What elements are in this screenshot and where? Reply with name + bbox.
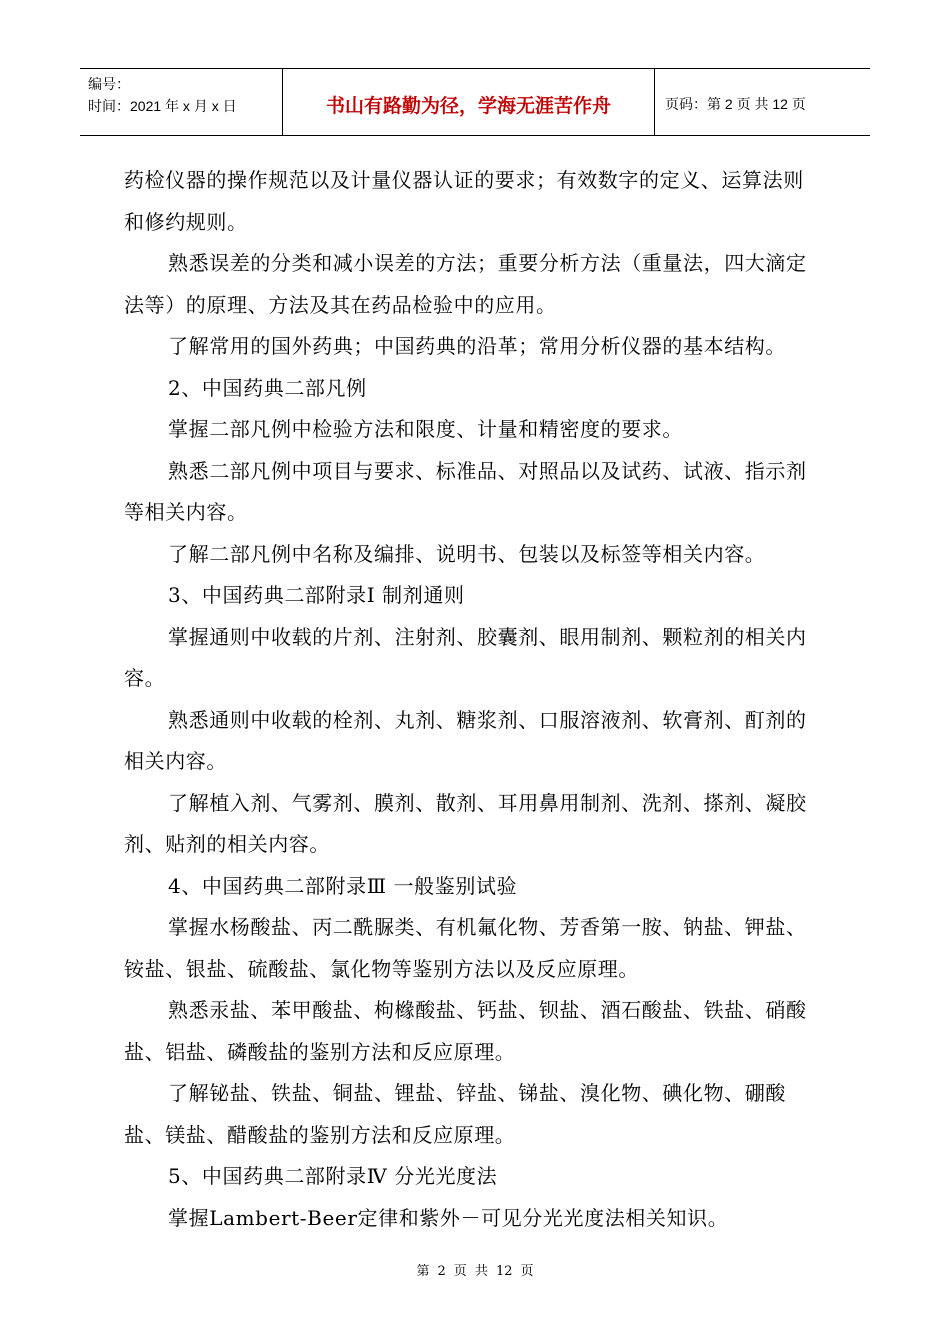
- body-paragraph: 掌握二部凡例中检验方法和限度、计量和精密度的要求。: [168, 417, 683, 441]
- body-paragraph: 药检仪器的操作规范以及计量仪器认证的要求；有效数字的定义、运算法则和修约规则。: [124, 168, 804, 234]
- section-heading: 4、中国药典二部附录Ⅲ 一般鉴别试验: [168, 873, 518, 898]
- body-paragraph: 掌握水杨酸盐、丙二酰脲类、有机氟化物、芳香第一胺、钠盐、钾盐、铵盐、银盐、硫酸盐、氯化物等鉴别方法以及反应原理。: [124, 915, 807, 981]
- document-time-label: 时间：2021 年 x 月 x 日: [88, 98, 237, 114]
- footer-prefix: 第: [416, 1264, 430, 1279]
- footer-mid: 页 共: [453, 1264, 488, 1279]
- footer-page-number: 2: [437, 1264, 446, 1279]
- document-body: [124, 160, 824, 1239]
- document-number-label: 编号：: [88, 76, 130, 92]
- body-paragraph: 熟悉通则中收载的栓剂、丸剂、糖浆剂、口服溶液剂、软膏剂、酊剂的相关内容。: [124, 707, 807, 773]
- footer-page-total: 12: [495, 1264, 513, 1279]
- section-heading: 2、中国药典二部凡例: [168, 375, 367, 400]
- body-paragraph: 熟悉误差的分类和减小误差的方法；重要分析方法（重量法，四大滴定法等）的原理、方法及其在药品检验中的应用。: [124, 251, 807, 317]
- body-paragraph: 熟悉二部凡例中项目与要求、标准品、对照品以及试药、试液、指示剂等相关内容。: [124, 458, 807, 524]
- section-heading: 5、中国药典二部附录Ⅳ 分光光度法: [168, 1164, 498, 1188]
- body-paragraph: 了解常用的国外药典；中国药典的沿革；常用分析仪器的基本结构。: [168, 334, 786, 358]
- header-page-cell: [655, 69, 870, 135]
- body-paragraph: 了解二部凡例中名称及编排、说明书、包装以及标签等相关内容。: [168, 541, 766, 566]
- header-page-info: 页码：第 2 页 共 12 页: [665, 96, 806, 112]
- page-footer: [0, 1260, 950, 1279]
- header-motto: 书山有路勤为径，学海无涯苦作舟: [325, 94, 611, 117]
- footer-suffix: 页: [520, 1264, 534, 1279]
- header-meta-cell: [80, 69, 283, 135]
- body-paragraph: 掌握Lambert-Beer定律和紫外－可见分光光度法相关知识。: [168, 1205, 729, 1230]
- body-paragraph: 了解植入剂、气雾剂、膜剂、散剂、耳用鼻用制剂、洗剂、搽剂、凝胶剂、贴剂的相关内容。: [124, 790, 807, 856]
- body-paragraph: 了解铋盐、铁盐、铜盐、锂盐、锌盐、锑盐、溴化物、碘化物、硼酸盐、镁盐、醋酸盐的鉴别方法和反应原理。: [124, 1081, 786, 1147]
- document-header: [80, 68, 870, 136]
- header-motto-cell: [283, 69, 655, 135]
- body-paragraph: 掌握通则中收载的片剂、注射剂、胶囊剂、眼用制剂、颗粒剂的相关内容。: [124, 624, 807, 690]
- body-paragraph: 熟悉汞盐、苯甲酸盐、枸橼酸盐、钙盐、钡盐、酒石酸盐、铁盐、硝酸盐、铝盐、磷酸盐的鉴别方法和反应原理。: [124, 998, 807, 1064]
- section-heading: 3、中国药典二部附录Ⅰ 制剂通则: [168, 583, 465, 607]
